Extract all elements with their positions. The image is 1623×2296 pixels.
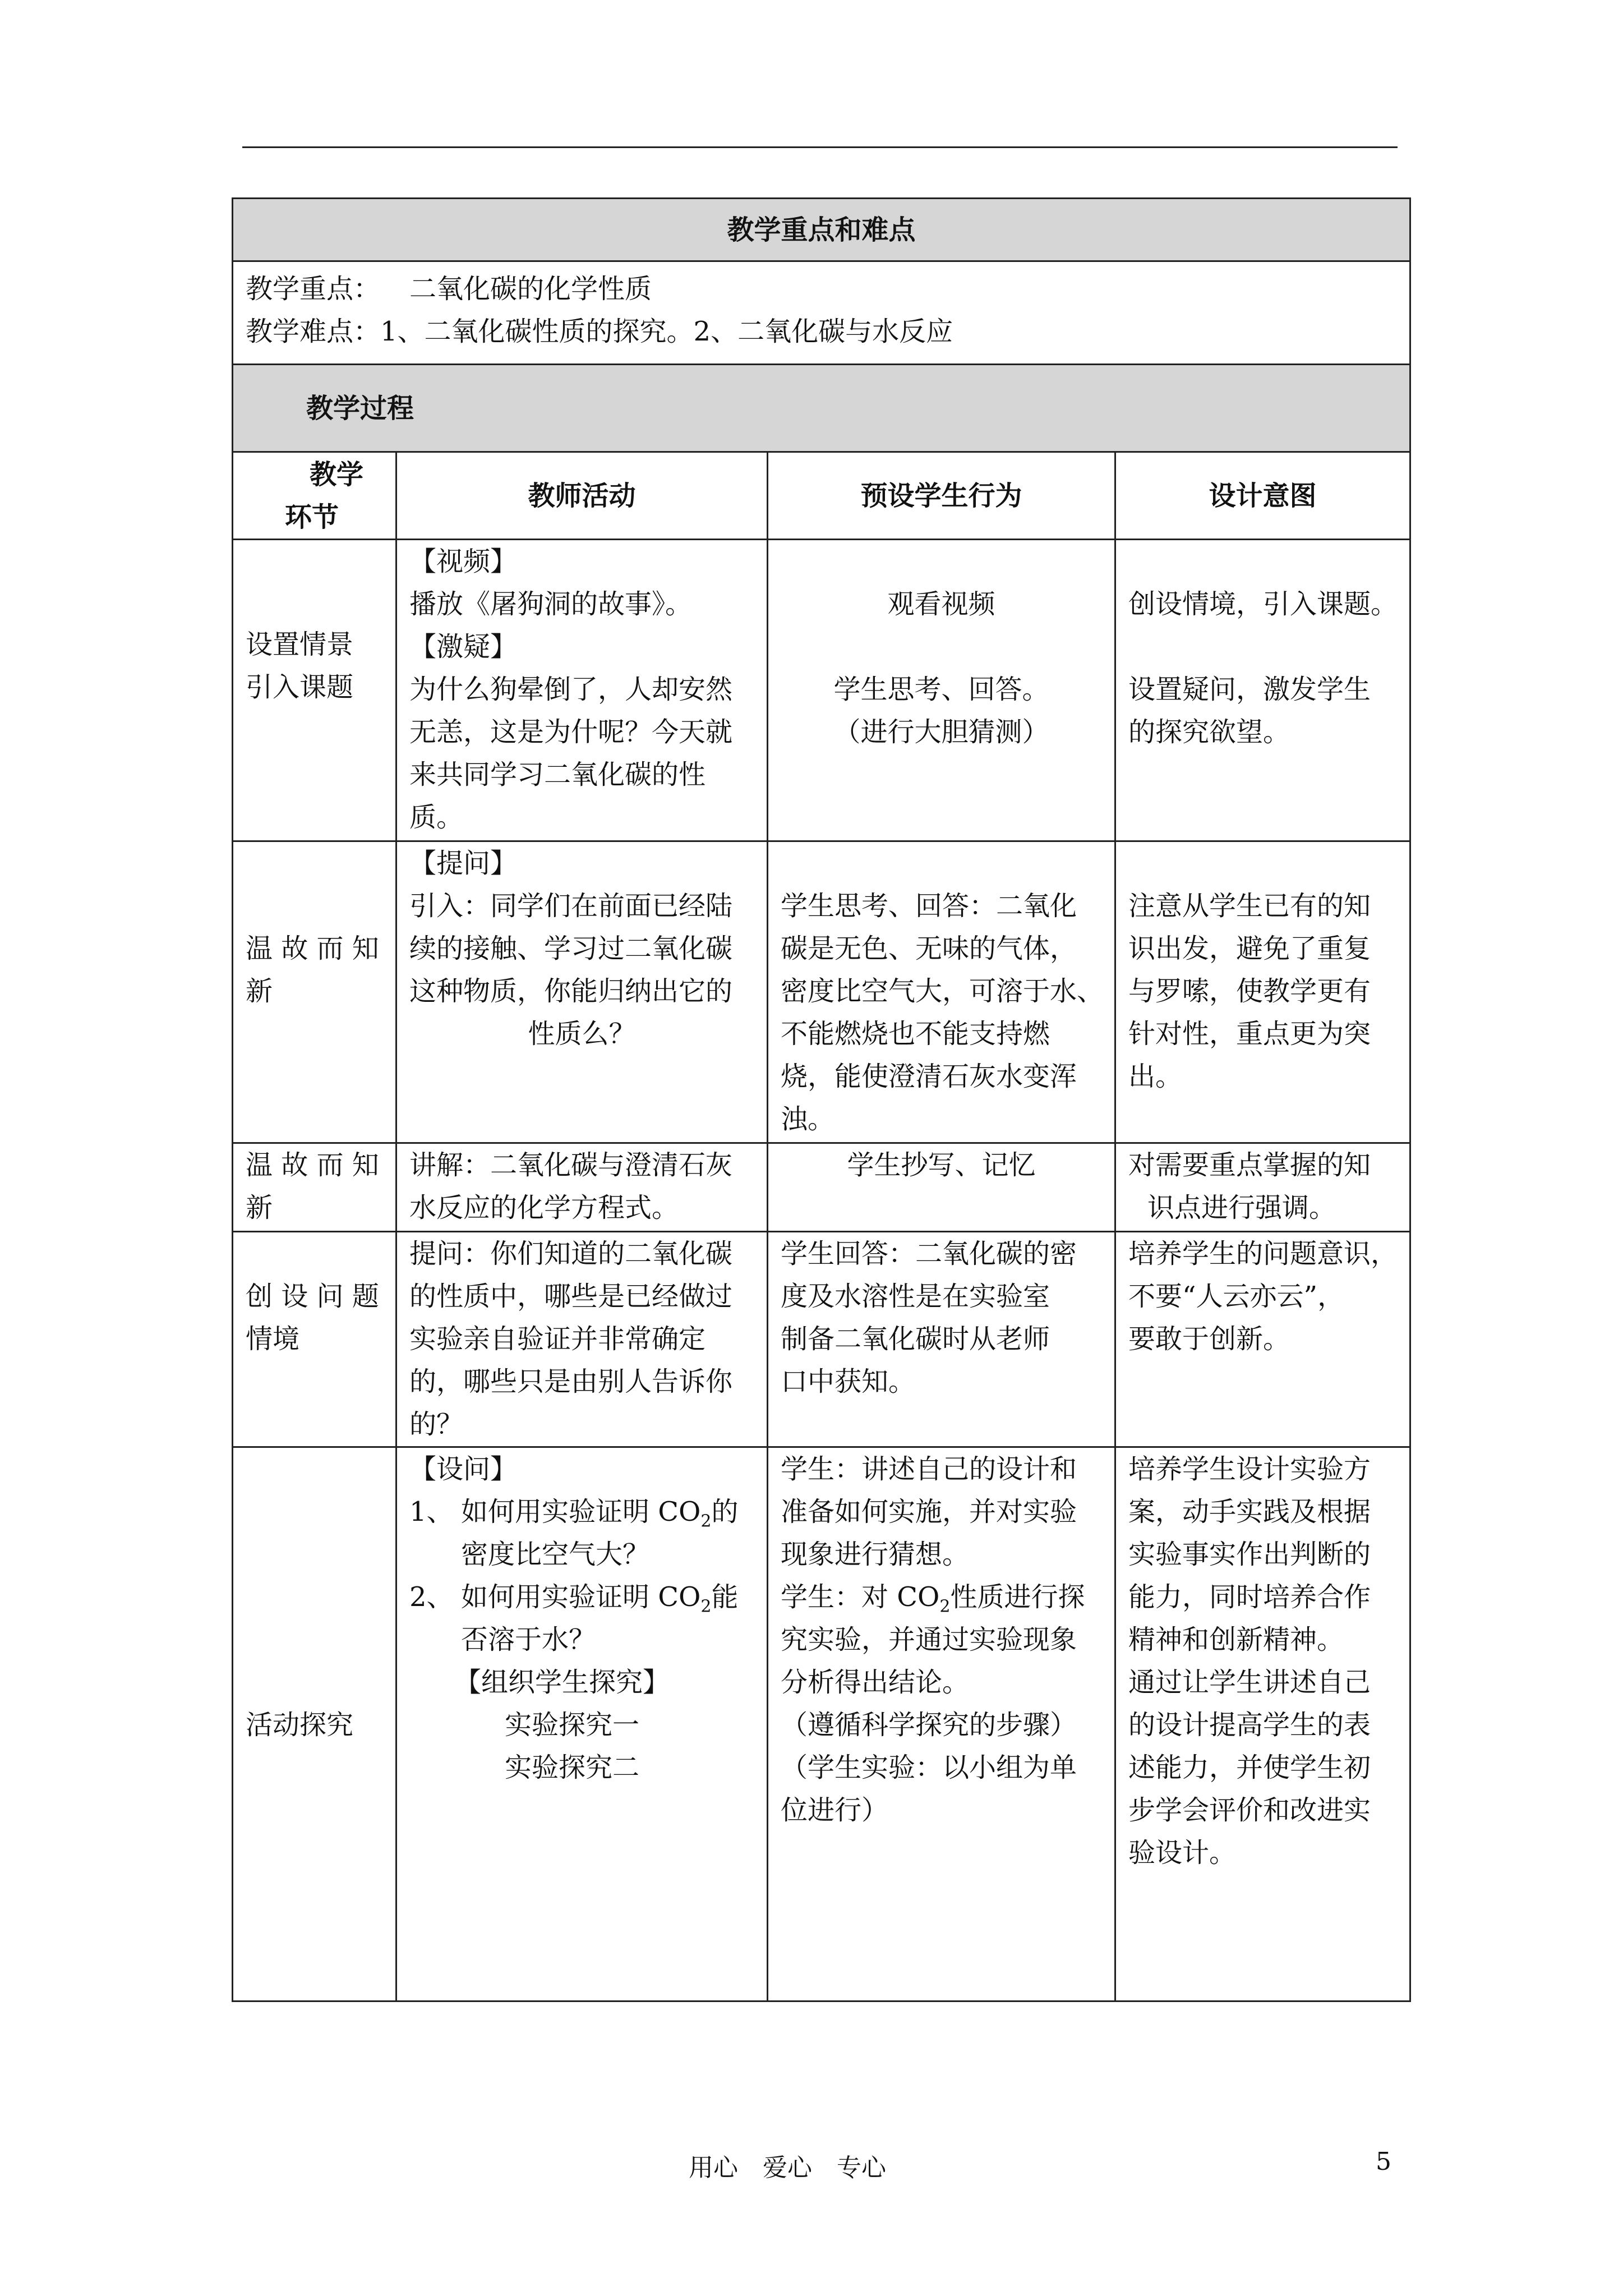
student-text: 学生抄写、记忆: [847, 1149, 1036, 1181]
table-row: [233, 1143, 1410, 1232]
student-text: 烧，能使澄清石灰水变浑: [781, 1061, 1077, 1092]
intent-text: 验设计。: [1128, 1837, 1237, 1869]
teacher-text: 续的接触、学习过二氧化碳: [409, 933, 733, 964]
student-text: 分析得出结论。: [781, 1667, 970, 1698]
intent-text: 针对性，重点更为突: [1128, 1018, 1371, 1050]
student-text: 位进行）: [781, 1795, 889, 1826]
col-header-stage-line2: 环节: [285, 501, 339, 533]
student-text-part: 学生：对 CO: [781, 1581, 940, 1613]
focus-section-title: 教学重点和难点: [233, 199, 1410, 261]
student-text: 观看视频: [887, 588, 995, 620]
teacher-text: 无恙，这是为什呢？今天就: [409, 716, 733, 748]
question-text: 否溶于水？: [461, 1624, 596, 1655]
teacher-text: 【设问】: [409, 1453, 518, 1485]
student-text: 度及水溶性是在实验室: [781, 1281, 1050, 1312]
key-point-line: [246, 268, 1397, 310]
question-1: [409, 1490, 754, 1533]
student-text: [781, 1576, 1102, 1618]
table-row: [233, 841, 1410, 1143]
teacher-text: 质。: [409, 802, 464, 833]
intent-text: 案，动手实践及根据: [1128, 1496, 1371, 1527]
subscript: 2: [700, 1596, 712, 1617]
col-header-intent: 设计意图: [1115, 452, 1410, 540]
table-row: [233, 540, 1410, 841]
student-text: 准备如何实施，并对实验: [781, 1496, 1077, 1527]
teacher-text: 实验亲自验证并非常确定: [409, 1323, 706, 1355]
teacher-activity-cell: [396, 1143, 768, 1232]
stage-text: 活动探究: [246, 1709, 354, 1741]
intent-text: 精神和创新精神。: [1128, 1624, 1344, 1655]
question-text: 的: [711, 1496, 739, 1527]
teacher-text: 提问：你们知道的二氧化碳: [409, 1238, 733, 1269]
intent-text: 的探究欲望。: [1128, 716, 1290, 748]
student-text: （遵循科学探究的步骤）: [781, 1709, 1077, 1741]
student-text: 口中获知。: [781, 1366, 916, 1397]
teacher-activity-cell: [396, 540, 768, 841]
question-number: 2、: [409, 1581, 454, 1613]
intent-text: 能力，同时培养合作: [1128, 1581, 1371, 1613]
design-intent-cell: [1115, 1232, 1410, 1447]
subscript: 2: [939, 1596, 951, 1617]
design-intent-cell: [1115, 540, 1410, 841]
student-text: 究实验，并通过实验现象: [781, 1624, 1077, 1655]
stage-text: 新: [246, 1192, 273, 1223]
focus-content-row: [233, 261, 1410, 365]
student-behavior-cell: [768, 1143, 1115, 1232]
col-header-teacher: 教师活动: [396, 452, 768, 540]
teacher-text: 实验探究一: [505, 1709, 640, 1741]
intent-text: 注意从学生已有的知: [1128, 890, 1371, 922]
header-rule: [242, 146, 1398, 148]
difficulty-line: 教学难点：1、二氧化碳性质的探究。2、二氧化碳与水反应: [246, 316, 953, 347]
question-text: 如何用实验证明 CO: [461, 1581, 701, 1613]
key-point-text: 二氧化碳的化学性质: [409, 273, 652, 305]
student-text: 密度比空气大，可溶于水、: [781, 976, 1104, 1007]
teacher-text: 来共同学习二氧化碳的性: [409, 759, 706, 790]
col-header-stage: [233, 452, 396, 540]
page-number: 5: [1376, 2147, 1391, 2176]
student-text: 浊。: [781, 1103, 835, 1135]
teacher-text: 这种物质，你能归纳出它的: [409, 976, 733, 1007]
table-row: [233, 1232, 1410, 1447]
teacher-text: 的性质中，哪些是已经做过: [409, 1281, 733, 1312]
stage-text: 温 故 而 知: [246, 1149, 379, 1181]
stage-text: 引入课题: [246, 671, 354, 703]
stage-text: 温 故 而 知: [246, 933, 379, 964]
intent-text: 创设情境，引入课题。: [1128, 588, 1398, 620]
intent-text: 培养学生设计实验方: [1128, 1453, 1371, 1485]
student-text: 制备二氧化碳时从老师: [781, 1323, 1050, 1355]
student-text: 学生回答：二氧化碳的密: [781, 1238, 1077, 1269]
teacher-text: 引入：同学们在前面已经陆: [409, 890, 733, 922]
teacher-text: 【组织学生探究】: [454, 1667, 670, 1698]
stage-cell: [233, 1143, 396, 1232]
intent-text: 设置疑问，激发学生: [1128, 674, 1371, 705]
teacher-text: 实验探究二: [505, 1752, 640, 1783]
teacher-text: 为什么狗晕倒了，人却安然: [409, 674, 733, 705]
lesson-plan-table: [232, 197, 1411, 2002]
stage-cell: [233, 1447, 396, 2001]
question-number: 1、: [409, 1496, 454, 1527]
student-behavior-cell: [768, 841, 1115, 1143]
stage-cell: [233, 540, 396, 841]
student-text: （进行大胆猜测）: [833, 716, 1049, 748]
student-text: 学生思考、回答。: [833, 674, 1049, 705]
col-header-stage-line1: 教学: [310, 458, 364, 490]
teacher-activity-cell: [396, 1232, 768, 1447]
student-text: （学生实验：以小组为单: [781, 1752, 1077, 1783]
teacher-text: 性质么？: [528, 1018, 636, 1050]
question-text: 能: [711, 1581, 739, 1613]
focus-content: [233, 261, 1410, 365]
intent-text: 对需要重点掌握的知: [1128, 1149, 1371, 1181]
question-text: 密度比空气大？: [461, 1539, 650, 1570]
design-intent-cell: [1115, 1143, 1410, 1232]
table-row: [233, 1447, 1410, 2001]
student-behavior-cell: [768, 540, 1115, 841]
intent-text: 步学会评价和改进实: [1128, 1795, 1371, 1826]
teacher-activity-cell: [396, 841, 768, 1143]
teacher-text: 的？: [409, 1409, 464, 1440]
teacher-text: 的，哪些只是由别人告诉你: [409, 1366, 733, 1397]
student-text: 不能燃烧也不能支持燃: [781, 1018, 1050, 1050]
col-header-student: 预设学生行为: [768, 452, 1115, 540]
intent-text: 识点进行强调。: [1147, 1192, 1336, 1223]
intent-text: 出。: [1128, 1061, 1183, 1092]
teacher-text: 讲解：二氧化碳与澄清石灰: [409, 1149, 733, 1181]
stage-cell: [233, 1232, 396, 1447]
student-behavior-cell: [768, 1447, 1115, 2001]
key-point-label: 教学重点：: [246, 273, 381, 305]
teacher-activity-cell: [396, 1447, 768, 2001]
student-text: 学生思考、回答：二氧化: [781, 890, 1077, 922]
intent-text: 与罗嗦，使教学更有: [1128, 976, 1371, 1007]
teacher-text: 播放《屠狗洞的故事》。: [409, 588, 693, 620]
teacher-text: 水反应的化学方程式。: [409, 1192, 679, 1223]
focus-title-row: [233, 199, 1410, 261]
teacher-text: 【视频】: [409, 546, 518, 577]
intent-text: 实验事实作出判断的: [1128, 1539, 1371, 1570]
student-behavior-cell: [768, 1232, 1115, 1447]
intent-text: 通过让学生讲述自己: [1128, 1667, 1371, 1698]
stage-text: 情境: [246, 1323, 300, 1355]
intent-text: 不要“人云亦云”，: [1128, 1281, 1345, 1312]
footer-motto: 用心 爱心 专心: [689, 2154, 886, 2182]
stage-text: 新: [246, 976, 273, 1007]
process-title-row: [233, 365, 1410, 452]
column-header-row: [233, 452, 1410, 540]
intent-text: 的设计提高学生的表: [1128, 1709, 1371, 1741]
stage-cell: [233, 841, 396, 1143]
teacher-text: 【激疑】: [409, 631, 518, 662]
question-2: [409, 1576, 754, 1618]
student-text: 学生：讲述自己的设计和: [781, 1453, 1077, 1485]
design-intent-cell: [1115, 1447, 1410, 2001]
student-text: 碳是无色、无味的气体，: [781, 933, 1077, 964]
intent-text: 识出发，避免了重复: [1128, 933, 1371, 964]
stage-text: 创 设 问 题: [246, 1281, 379, 1312]
subscript: 2: [700, 1511, 712, 1531]
process-section-title: 教学过程: [233, 365, 1410, 452]
student-text-part: 性质进行探: [950, 1581, 1085, 1613]
question-text: 如何用实验证明 CO: [461, 1496, 701, 1527]
stage-text: 设置情景: [246, 629, 354, 660]
design-intent-cell: [1115, 841, 1410, 1143]
student-text: 现象进行猜想。: [781, 1539, 970, 1570]
intent-text: 要敢于创新。: [1128, 1323, 1290, 1355]
intent-text: 培养学生的问题意识，: [1128, 1238, 1398, 1269]
teacher-text: 【提问】: [409, 848, 518, 879]
intent-text: 述能力，并使学生初: [1128, 1752, 1371, 1783]
